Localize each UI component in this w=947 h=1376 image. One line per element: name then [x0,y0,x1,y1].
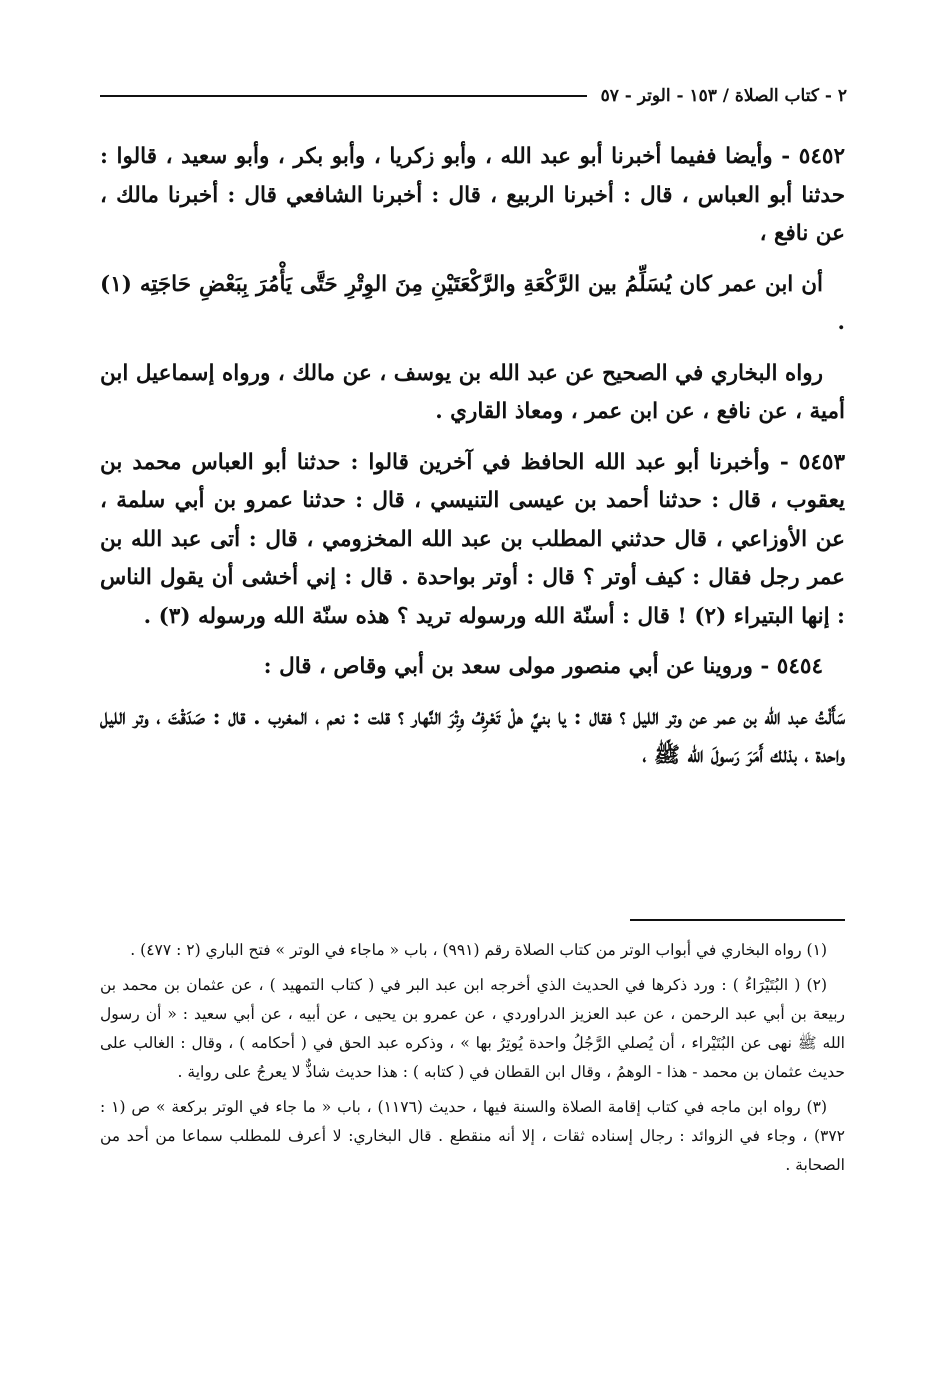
hadith-5454-matn: سَأَلْتُ عبد الله بن عمر عن وتر الليل ؟ فقال : يا بنيَّ هلْ تَعْرِفُ وِتْرَ النَّهار ؟ قلت : نعم ، المغرب . قال : صَدَقْتَ ، وتر الليل واحدة ، بذلك أَمَرَ رَسولَ الله ﷺ ، [100,704,845,768]
footnote-1: (١) رواه البخاري في أبواب الوتر من كتاب الصلاة رقم (٩٩١) ، باب « ماجاء في الوتر » فتح الباري (٢ : ٤٧٧) . [130,941,827,959]
footnote-separator [630,919,845,921]
main-text [100,138,845,788]
header-rule [100,95,587,97]
running-title: ٢ - كتاب الصلاة / ١٥٣ - الوتر - ٥٧ [600,86,847,106]
takhrij-paragraph: رواه البخاري في الصحيح عن عبد الله بن يوسف ، عن مالك ، ورواه إسماعيل ابن أمية ، عن نافع ، عن ابن عمر ، ومعاذ القاري . [100,360,845,424]
footnotes [100,936,845,1186]
hadith-5454-paragraph: ٥٤٥٤ - وروينا عن أبي منصور مولى سعد بن أبي وقاص ، قال : [263,654,823,679]
hadith-5452-matn: أن ابن عمر كان يُسَلِّمُ بين الرَّكْعَةِ والرَّكْعَتَيْنِ مِنَ الوِتْرِ حَتَّى يَأْمُرَ بِبَعْضِ حَاجَتِه (١) . [100,271,845,335]
footnote-3: (٣) رواه ابن ماجه في كتاب إقامة الصلاة والسنة فيها ، حديث (١١٧٦) ، باب « ما جاء في الوتر بركعة » ص (١ : ٣٧٢) ، وجاء في الزوائد : رجال إسناده ثقات ، إلا أنه منقطع . قال البخاري: لا أعرف للمطلب سماعا من أحد من الصحابة . [100,1098,845,1174]
hadith-5452-paragraph: ٥٤٥٢ - وأيضا ففيما أخبرنا أبو عبد الله ، وأبو زكريا ، وأبو بكر ، وأبو سعيد ، قالوا : حدثنا أبو العباس ، قال : أخبرنا الربيع ، قال : أخبرنا الشافعي قال : أخبرنا مالك ، عن نافع ، [100,144,845,246]
running-header [100,86,847,106]
footnote-2: (٢) ( البُتَيْرَاءُ ) : ورد ذكرها في الحديث الذي أخرجه ابن عبد البر في ( كتاب التمهيد ) ، عن عثمان بن محمد بن ربيعة بن أبي عبد الرحمن ، عن عبد العزيز الدراوردي ، عن عمرو بن يحيى ، عن أبيه ، عن أبي سعيد : « أن رسول الله ﷺ نهى عن البُتَيْراء ، أن يُصلي الرَّجُلُ واحدة يُوتِرُ بها » ، وذكره عبد الحق في ( أحكامه ) ، وقال : الغالب على حديث عثمان بن محمد - هذا - الوهمُ ، وقال ابن القطان في ( كتابه ) : هذا حديث شاذٌّ لا يعرجُ على رواية . [100,976,845,1081]
hadith-5453-paragraph: ٥٤٥٣ - وأخبرنا أبو عبد الله الحافظ في آخرين قالوا : حدثنا أبو العباس محمد بن يعقوب ، قال : حدثنا أحمد بن عيسى التنيسي ، قال : حدثنا عمرو بن أبي سلمة ، عن الأوزاعي ، قال حدثني المطلب بن عبد الله المخزومي ، قال : أتى عبد الله بن عمر رجل فقال : كيف أوتر ؟ قال : أوتر بواحدة . قال : إني أخشى أن يقول الناس : إنها البتيراء (٢) ! قال : أسنّة الله ورسوله تريد ؟ هذه سنّة الله ورسوله (٣) . [100,449,845,629]
